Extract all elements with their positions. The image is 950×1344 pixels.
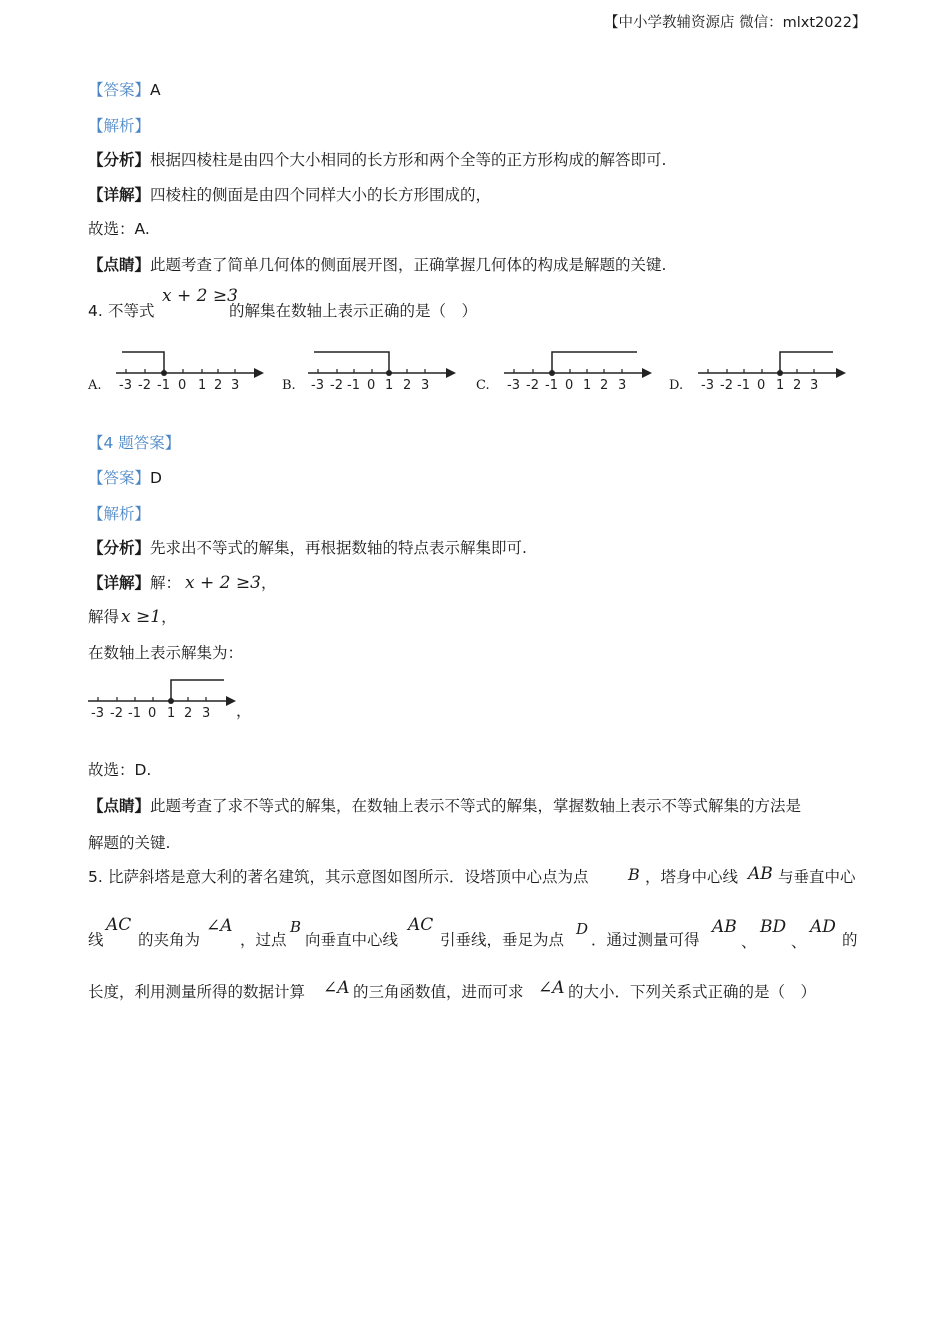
q5-angleA2: ∠A — [323, 978, 350, 998]
answer-value: A — [150, 81, 161, 99]
q3-choice: 故选：A. — [88, 220, 150, 238]
option-c-label: C. — [476, 378, 490, 393]
svg-text:3: 3 — [231, 378, 240, 393]
xiangjie-text: 四棱柱的侧面是由四个同样大小的长方形围成的， — [150, 186, 492, 204]
q3-answer-line — [88, 83, 161, 99]
option-d-label: D. — [669, 378, 684, 393]
svg-text:-2: -2 — [526, 378, 539, 393]
q5-BD: BD — [760, 917, 787, 937]
q4-number: 4. — [88, 302, 103, 320]
q4-dianjing-line — [88, 799, 801, 815]
svg-text:-1: -1 — [347, 378, 360, 393]
dianjing-text: 此题考查了求不等式的解集，在数轴上表示不等式的解集，掌握数轴上表示不等式解集的方法是 — [150, 797, 802, 815]
q5-line2-f: ．通过测量可得 — [591, 931, 700, 949]
q4-choice: 故选：D. — [88, 761, 152, 779]
q3-fenxi-line — [88, 153, 666, 169]
q5-line1-c: 与垂直中心 — [778, 868, 856, 886]
xiangjie-pre: 解： — [150, 574, 182, 592]
q5-point-D: D — [576, 920, 589, 938]
svg-text:1: 1 — [167, 706, 176, 721]
svg-text:3: 3 — [618, 378, 627, 393]
solution-number-line — [86, 674, 240, 722]
solve-post: ， — [161, 608, 177, 626]
q5-point-B2: B — [290, 918, 302, 936]
q5-sep1: 、 — [741, 933, 757, 951]
fenxi-text: 根据四棱柱是由四个大小相同的长方形和两个全等的正方形构成的解答即可. — [150, 151, 667, 169]
q4-stem-pre: 不等式 — [108, 302, 155, 320]
svg-text:0: 0 — [148, 706, 157, 721]
q4-answer-line — [88, 471, 162, 487]
q5-line2-d: 向垂直中心线 — [305, 931, 399, 949]
q3-dianjing-line — [88, 258, 666, 274]
svg-text:1: 1 — [198, 378, 207, 393]
svg-text:3: 3 — [202, 706, 211, 721]
q5-line3-a: 长度，利用测量所得的数据计算 — [88, 983, 306, 1001]
q5-line1-a: 比萨斜塔是意大利的著名建筑，其示意图如图所示．设塔顶中心点为点 — [108, 868, 589, 886]
svg-text:3: 3 — [421, 378, 430, 393]
svg-text:-1: -1 — [157, 378, 170, 393]
q5-line1-b: ，塔身中心线 — [645, 868, 739, 886]
q5-line3-b: 的三角函数值，进而可求 — [353, 983, 524, 1001]
q5-point-B: B — [628, 865, 640, 884]
dianjing-text: 此题考查了简单几何体的侧面展开图，正确掌握几何体的构成是解题的关键. — [150, 256, 667, 274]
svg-text:-2: -2 — [110, 706, 123, 721]
q5-line3-c: 的大小．下列关系式正确的是（ ） — [568, 983, 817, 1001]
q5-AB2: AB — [712, 917, 737, 937]
q5-line2-c: ，过点 — [240, 931, 287, 949]
xiangjie-expr: x + 2 ≥3 — [185, 573, 261, 593]
q4-fenxi-line — [88, 541, 527, 557]
svg-text:0: 0 — [757, 378, 766, 393]
svg-text:0: 0 — [178, 378, 187, 393]
option-b-number-line — [306, 346, 460, 394]
q5-line2-g: 的 — [842, 931, 858, 949]
q4-stem-post: 的解集在数轴上表示正确的是（ ） — [229, 302, 478, 320]
xiangjie-post: ， — [260, 574, 277, 592]
q4-xiangjie-line — [88, 575, 276, 592]
xiangjie-tag: 【详解】 — [88, 574, 151, 592]
q5-number: 5. — [88, 868, 103, 886]
solve-pre: 解得 — [88, 608, 120, 626]
xiangjie-tag: 【详解】 — [88, 186, 151, 204]
svg-text:-1: -1 — [737, 378, 750, 393]
option-a-label: A. — [88, 378, 102, 393]
svg-text:-2: -2 — [720, 378, 733, 393]
page-header: 【中小学教辅资源店 微信：mlxt2022】 — [604, 15, 867, 31]
option-b-label: B. — [282, 378, 296, 393]
svg-text:-1: -1 — [545, 378, 558, 393]
svg-text:-3: -3 — [701, 378, 714, 393]
option-d-number-line — [696, 346, 850, 394]
q5-AC: AC — [106, 915, 132, 935]
svg-text:-3: -3 — [507, 378, 520, 393]
q4-dianjing-line2: 解题的关键. — [88, 834, 171, 852]
svg-text:0: 0 — [367, 378, 376, 393]
q4-answer-header: 【4 题答案】 — [88, 434, 181, 452]
dianjing-tag: 【点睛】 — [88, 797, 151, 815]
q3-xiangjie-line — [88, 188, 491, 204]
q5-AB: AB — [748, 864, 773, 884]
svg-text:2: 2 — [600, 378, 609, 393]
svg-text:-3: -3 — [119, 378, 132, 393]
q4-solve-line — [88, 609, 177, 626]
dianjing-tag: 【点睛】 — [88, 256, 151, 274]
q5-line2-e: 引垂线，垂足为点 — [440, 931, 565, 949]
q4-inequality: x + 2 ≥3 — [162, 286, 238, 306]
svg-text:3: 3 — [810, 378, 819, 393]
svg-text:-1: -1 — [128, 706, 141, 721]
answer-tag: 【答案】 — [88, 81, 151, 99]
svg-text:-3: -3 — [311, 378, 324, 393]
q4-show-text: 在数轴上表示解集为： — [88, 644, 244, 662]
svg-text:-2: -2 — [330, 378, 343, 393]
svg-text:1: 1 — [776, 378, 785, 393]
svg-text:2: 2 — [214, 378, 223, 393]
q5-angleA: ∠A — [206, 916, 233, 936]
answer-value: D — [150, 469, 162, 487]
analysis-tag: 【解析】 — [88, 505, 151, 523]
answer-tag: 【答案】 — [88, 469, 151, 487]
q5-sep2: 、 — [791, 933, 807, 951]
q5-angleA3: ∠A — [538, 978, 565, 998]
svg-text:2: 2 — [403, 378, 412, 393]
option-c-number-line — [502, 346, 656, 394]
fenxi-tag: 【分析】 — [88, 151, 151, 169]
option-a-number-line — [114, 346, 268, 394]
analysis-tag: 【解析】 — [88, 117, 151, 135]
svg-text:2: 2 — [184, 706, 193, 721]
solve-expr: x ≥1 — [121, 607, 162, 627]
fenxi-text: 先求出不等式的解集，再根据数轴的特点表示解集即可. — [150, 539, 527, 557]
q5-line2-a: 线 — [88, 931, 104, 949]
svg-text:2: 2 — [793, 378, 802, 393]
q5-line2-b: 的夹角为 — [138, 931, 201, 949]
q5-AD: AD — [810, 917, 836, 937]
fenxi-tag: 【分析】 — [88, 539, 151, 557]
q5-AC2: AC — [408, 915, 434, 935]
svg-text:-2: -2 — [138, 378, 151, 393]
svg-text:1: 1 — [385, 378, 394, 393]
svg-text:1: 1 — [583, 378, 592, 393]
svg-text:0: 0 — [565, 378, 574, 393]
after-axis-comma: ， — [236, 702, 252, 720]
svg-text:-3: -3 — [91, 706, 104, 721]
